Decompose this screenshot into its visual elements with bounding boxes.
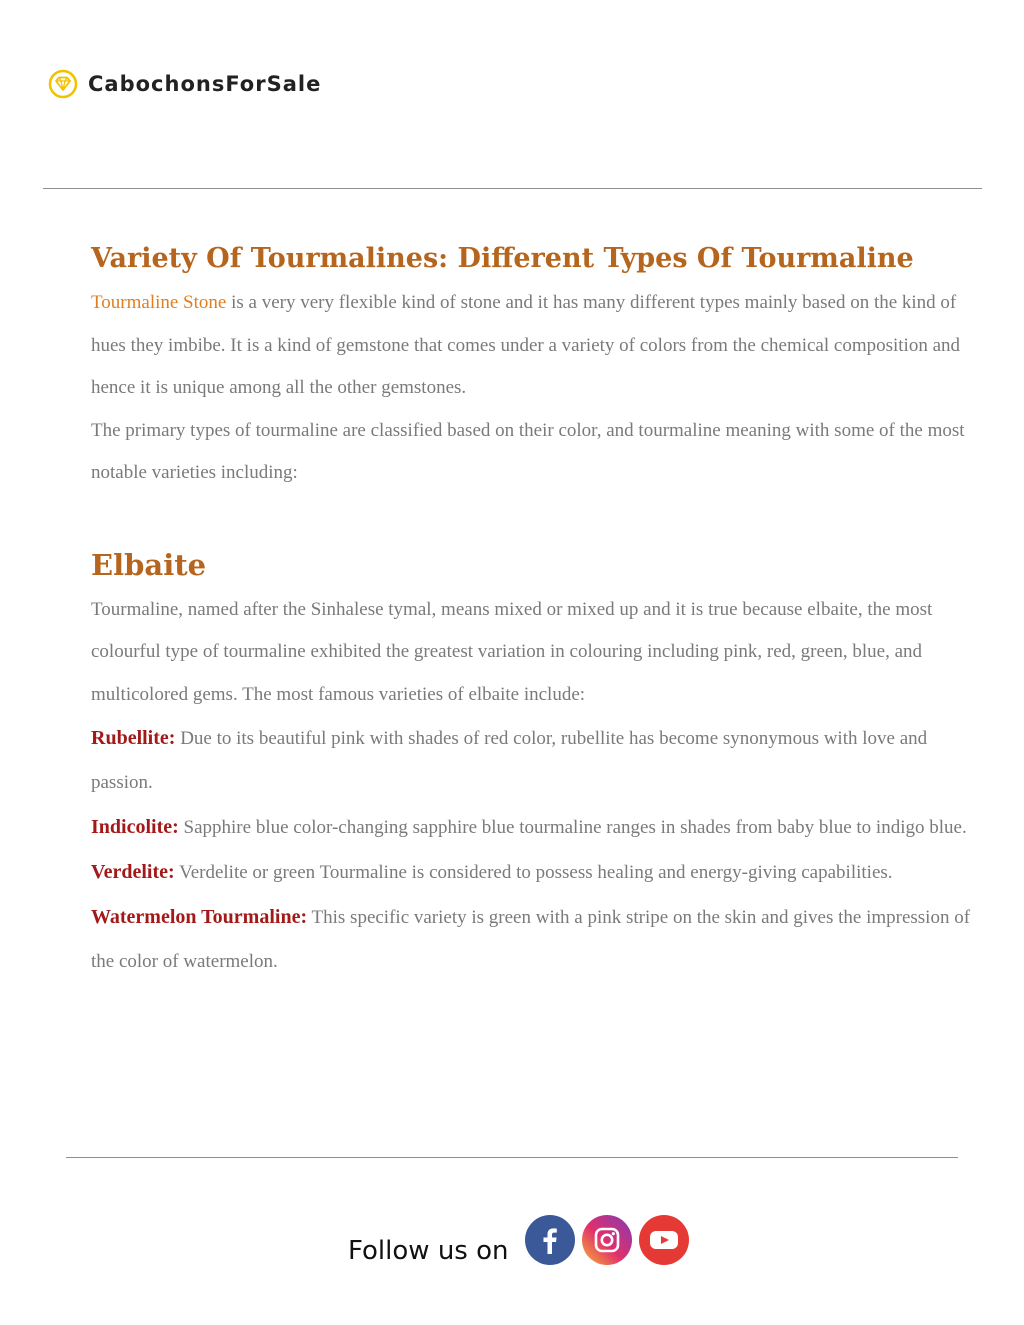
variety-name: Indicolite: [91, 816, 179, 838]
intro-text: is a very very flexible kind of stone and it has many different types mainly based on the kind of hues they imbibe. It is a kind of gemstone that comes under a variety of colors from the chemical composition and hence it is unique among all the other gemstones. [91, 292, 961, 398]
article-title: Variety Of Tourmalines: Different Types Of Tourmaline [91, 243, 914, 274]
tourmaline-stone-link[interactable]: Tourmaline Stone [91, 292, 227, 313]
follow-us-label: Follow us on [348, 1236, 509, 1266]
variety-item [91, 716, 991, 805]
site-header [48, 64, 321, 104]
variety-desc: Due to its beautiful pink with shades of red color, rubellite has become synonymous with love and passion. [91, 728, 928, 793]
variety-desc: Verdelite or green Tourmaline is considered to possess healing and energy-giving capabilities. [174, 862, 893, 883]
variety-item [91, 805, 991, 850]
variety-name: Rubellite: [91, 727, 176, 749]
variety-name: Verdelite: [91, 861, 175, 883]
variety-desc: Sapphire blue color-changing sapphire blue tourmaline ranges in shades from baby blue to indigo blue. [178, 817, 967, 838]
instagram-icon[interactable] [582, 1215, 632, 1265]
intro-paragraph [91, 282, 991, 410]
youtube-icon[interactable] [639, 1215, 689, 1265]
diamond-in-circle-icon [48, 69, 78, 99]
elbaite-paragraph: Tourmaline, named after the Sinhalese tymal, means mixed or mixed up and it is true because elbaite, the most colourful type of tourmaline exhibited the greatest variation in colouring including pink, red, green, blue, and multicolored gems. The most famous varieties of elbaite include: [91, 598, 933, 705]
section-title: Elbaite [91, 547, 207, 582]
facebook-icon[interactable] [525, 1215, 575, 1265]
variety-item [91, 895, 991, 984]
top-divider [43, 188, 982, 189]
bottom-divider [66, 1157, 958, 1158]
variety-item [91, 850, 991, 895]
variety-name: Watermelon Tourmaline: [91, 906, 308, 928]
article [91, 236, 991, 984]
social-footer [348, 1214, 696, 1266]
types-paragraph: The primary types of tourmaline are classified based on their color, and tourmaline meaning with some of the most notable varieties including: [91, 419, 965, 483]
logo-text[interactable]: CabochonsForSale [88, 72, 322, 96]
variety-desc: This specific variety is green with a pink stripe on the skin and gives the impression of the color of watermelon. [91, 907, 971, 972]
